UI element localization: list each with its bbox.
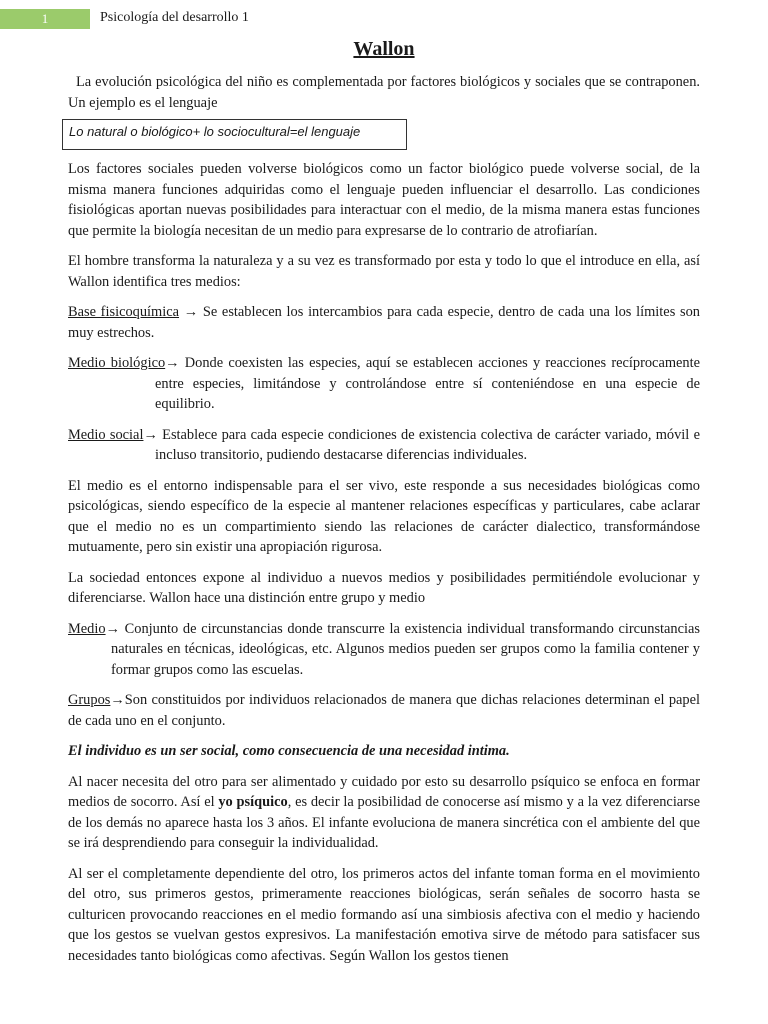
definition-medio-social xyxy=(68,425,700,466)
section-heading: El individuo es un ser social, como consecuencia de una necesidad intima. xyxy=(68,743,510,759)
paragraph: Los factores sociales pueden volverse biológicos como un factor biológico puede volverse social, de la misma manera funciones adquiridas como el lenguaje pueden influenciar el desarrollo. Las condiciones fisiológicas aportan nuevas posibilidades para interactuar con el medio, de la misma manera estas funciones que permite la biología necesitan de un medio para expresarse de lo contrario de atrofiarían. xyxy=(68,161,700,239)
definition-text: →Son constituidos por individuos relacionados de manera que dichas relaciones determinan el papel de cada uno en el conjunto. xyxy=(68,692,700,729)
definition-medio xyxy=(68,619,700,681)
text-run: , es decir la posibilidad de conocerse así mismo y a la vez diferenciarse de los demás no aparece hasta los 3 años. El infante evoluciona de manera sincrética con el ambiente del que se irá desprendiendo para conseguir la individualidad. xyxy=(68,794,700,851)
definition-term: Medio xyxy=(68,620,106,637)
definition-term: Base fisicoquímica xyxy=(68,304,180,320)
text-run: Al nacer necesita del otro para ser alimentado y cuidado por esto su desarrollo psíquico se enfoca en formar medios de socorro. Así el xyxy=(68,773,700,810)
definition-base-fisicoquimica xyxy=(68,302,700,343)
definition-text: → Donde coexisten las especies, aquí se establecen acciones y reacciones recíprocamente entre especies, limitándose y controlándose entre sí conteniéndose en una especie de equilibrio. xyxy=(155,355,700,412)
formula-callout: Lo natural o biológico+ lo sociocultural=el lenguaje xyxy=(62,119,407,150)
bold-term: yo psíquico xyxy=(218,794,288,810)
document-body xyxy=(68,72,700,976)
definition-term: Medio biológico xyxy=(68,355,166,371)
definition-term: Medio social xyxy=(68,426,144,443)
definition-term: Grupos xyxy=(68,692,111,708)
document-title: Wallon xyxy=(353,38,415,60)
definition-text: → Se establecen los intercambios para cada especie, dentro de cada una los límites son muy estrechos. xyxy=(68,304,700,341)
page-header xyxy=(0,9,768,29)
paragraph: La sociedad entonces expone al individuo a nuevos medios y posibilidades permitiéndole evolucionar y diferenciarse. Wallon hace una distinción entre grupo y medio xyxy=(68,569,700,606)
paragraph: El medio es el entorno indispensable para el ser vivo, este responde a sus necesidades biológicas como psicológicas, siendo específico de la especie al mantener relaciones específicas y particulares, cabe aclarar que el medio no es un compartimiento siendo las relaciones de carácter dialectico, transformándose mutuamente, pero sin existir una apropiación rigurosa. xyxy=(68,477,700,555)
definition-text: → Establece para cada especie condiciones de existencia colectiva de carácter variado, móvil e incluso transitorio, pudiendo destacarse diferencias individuales. xyxy=(143,426,700,463)
paragraph: El hombre transforma la naturaleza y a su vez es transformado por esta y todo lo que el introduce en ella, así Wallon identifica tres medios: xyxy=(68,253,700,290)
page-number: 1 xyxy=(0,9,90,29)
definition-medio-biologico xyxy=(68,353,700,415)
definition-text: → Conjunto de circunstancias donde transcurre la existencia individual transformando circunstancias naturales en técnicas, ideológicas, etc. Algunos medios pueden ser grupos como la familia contener y formar grupos como las escuelas. xyxy=(105,620,700,678)
header-title: Psicología del desarrollo 1 xyxy=(100,10,249,25)
intro-paragraph: La evolución psicológica del niño es complementada por factores biológicos y sociales que se contraponen. Un ejemplo es el lenguaje xyxy=(68,74,700,111)
paragraph: Al ser el completamente dependiente del otro, los primeros actos del infante toman forma en el movimiento del otro, sus primeros gestos, primeramente reacciones biológicas, serán señales de socorro hasta se culturicen provocando reacciones en el medio formando así una simbiosis afectiva con el medio y haciendo que los gestos se vuelvan gestos expresivos. La manifestación emotiva sirve de método para satisfacer sus necesidades tanto biológicas como afectivas. Según Wallon los gestos tienen xyxy=(68,865,700,964)
paragraph xyxy=(68,772,700,854)
definition-grupos xyxy=(68,690,700,731)
